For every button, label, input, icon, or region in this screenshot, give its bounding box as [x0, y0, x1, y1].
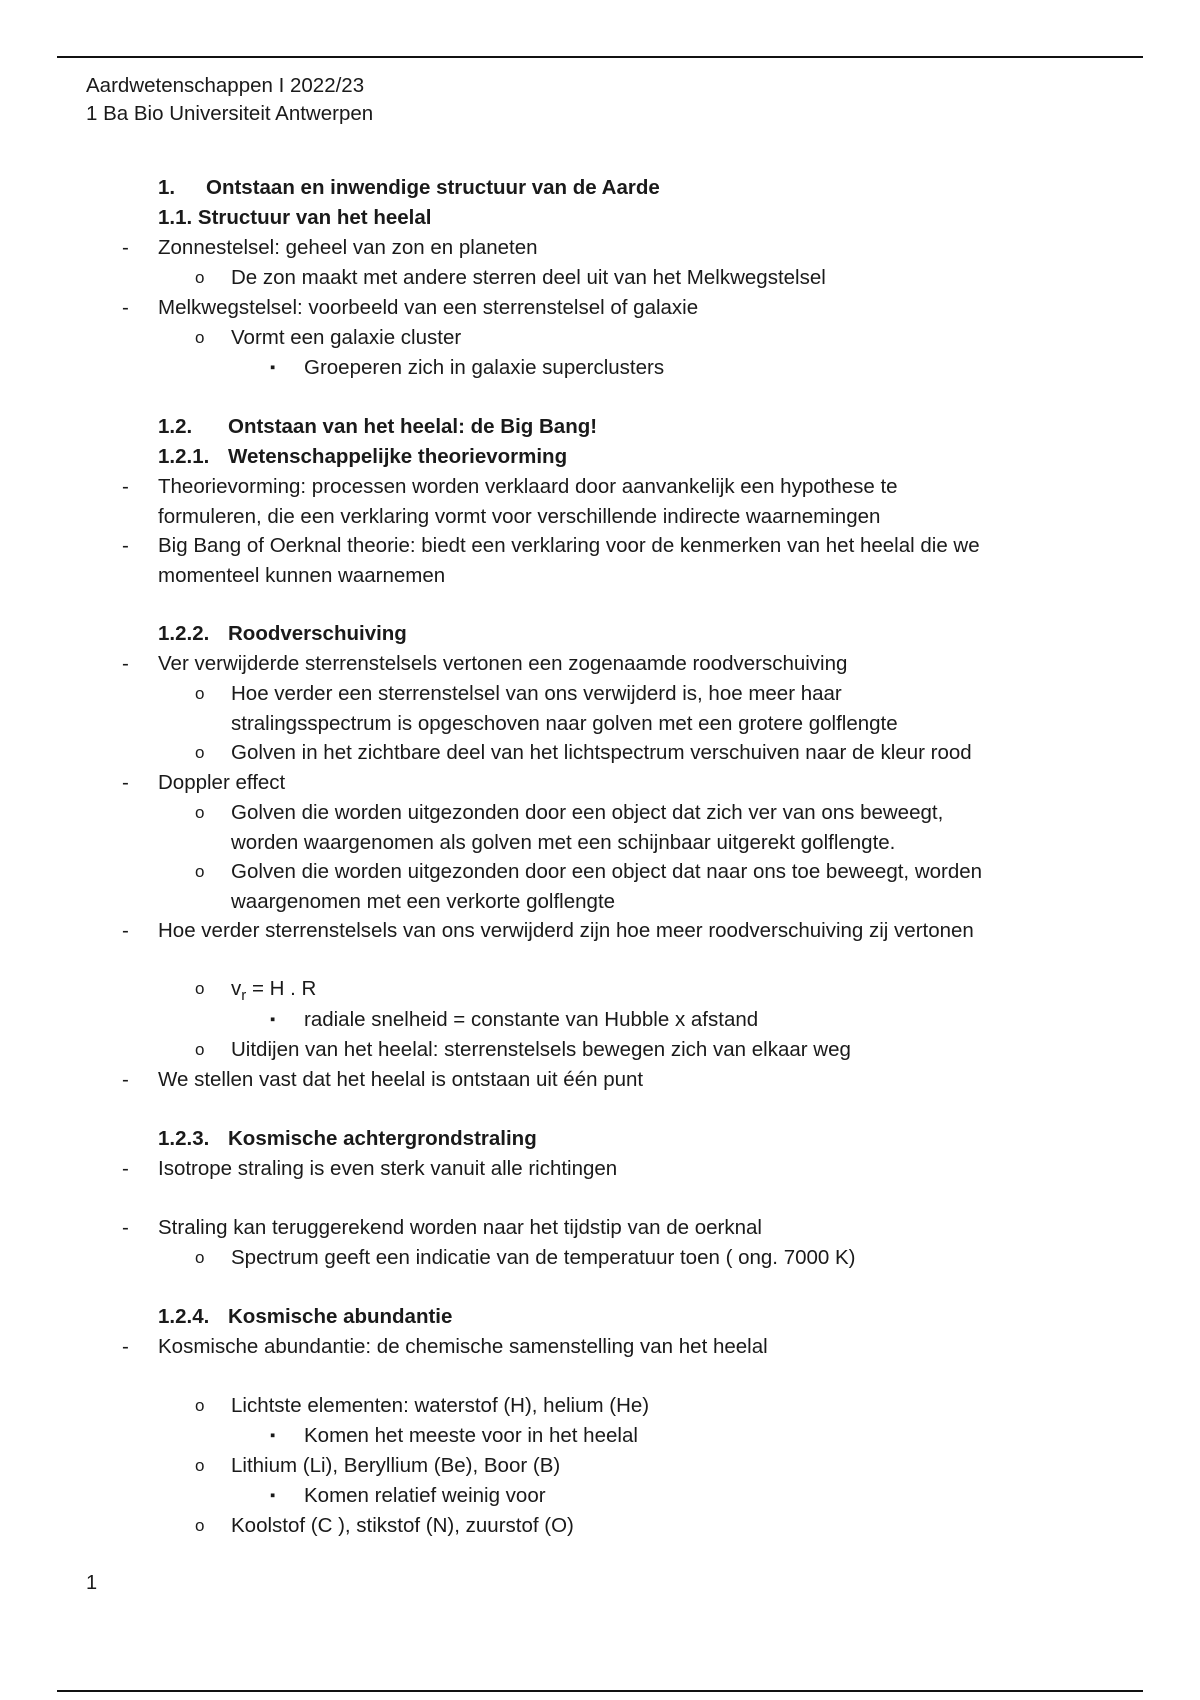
list-item-formula	[0, 972, 1200, 1005]
dash-bullet: -	[122, 1335, 129, 1358]
list-item-text: We stellen vast dat het heelal is ontstaan uit één punt	[158, 1068, 644, 1091]
list-item	[0, 1065, 1200, 1095]
list-item-continuation	[0, 561, 1200, 590]
list-item-text: Groeperen zich in galaxie superclusters	[304, 356, 665, 379]
dash-bullet: -	[122, 919, 129, 942]
list-item-text: stralingsspectrum is opgeschoven naar golven met een grotere golflengte	[231, 712, 898, 735]
list-item	[0, 916, 1200, 946]
course-title: Aardwetenschappen I 2022/23	[86, 74, 365, 97]
circle-bullet: o	[195, 1516, 205, 1535]
list-item-continuation	[0, 502, 1200, 531]
list-item	[0, 1391, 1200, 1421]
list-item	[0, 1005, 1200, 1035]
list-item-text: Doppler effect	[158, 771, 286, 794]
circle-bullet: o	[195, 268, 205, 287]
list-item	[0, 649, 1200, 679]
list-item	[0, 768, 1200, 798]
heading-title: Kosmische abundantie	[228, 1305, 453, 1328]
list-item-text: Melkwegstelsel: voorbeeld van een sterrenstelsel of galaxie	[158, 296, 699, 319]
heading-title: Wetenschappelijke theorievorming	[228, 445, 568, 468]
list-item-text: Spectrum geeft een indicatie van de temperatuur toen ( ong. 7000 K)	[231, 1246, 856, 1269]
hubble-formula: $v_r = H$ . R	[231, 977, 317, 1004]
circle-bullet: o	[195, 1456, 205, 1475]
dash-bullet: -	[122, 236, 129, 259]
list-item	[0, 531, 1200, 561]
list-item	[0, 353, 1200, 383]
square-bullet: ▪	[270, 1427, 276, 1444]
circle-bullet: o	[195, 1040, 205, 1059]
heading-title: Ontstaan en inwendige structuur van de Aarde	[206, 176, 660, 199]
list-item-text: Golven die worden uitgezonden door een object dat zich ver van ons beweegt,	[231, 801, 944, 824]
list-item-text: Hoe verder sterrenstelsels van ons verwijderd zijn hoe meer roodverschuiving zij vertonen	[158, 919, 974, 942]
list-item-text: Lithium (Li), Beryllium (Be), Boor (B)	[231, 1454, 561, 1477]
bottom-rule	[57, 1690, 1143, 1692]
list-item-text: Komen relatief weinig voor	[304, 1484, 546, 1507]
list-item-text: De zon maakt met andere sterren deel uit van het Melkwegstelsel	[231, 266, 826, 289]
list-item-continuation	[0, 828, 1200, 857]
list-item-text: Golven die worden uitgezonden door een object dat naar ons toe beweegt, worden	[231, 860, 983, 883]
heading-number: 1.2.2.	[158, 622, 210, 645]
list-item	[0, 1421, 1200, 1451]
heading-number: 1.	[158, 176, 176, 199]
heading-1-1	[0, 203, 1200, 233]
list-item-continuation	[0, 709, 1200, 738]
list-item-text: Komen het meeste voor in het heelal	[304, 1424, 638, 1447]
list-item-text: Kosmische abundantie: de chemische samenstelling van het heelal	[158, 1335, 768, 1358]
heading-1	[0, 173, 1200, 203]
list-item-text: Straling kan teruggerekend worden naar het tijdstip van de oerknal	[158, 1216, 762, 1239]
list-item	[0, 323, 1200, 353]
list-item-text: Isotrope straling is even sterk vanuit alle richtingen	[158, 1157, 618, 1180]
document-header	[86, 72, 373, 128]
program-name: 1 Ba Bio Universiteit Antwerpen	[86, 102, 374, 125]
heading-1-2	[0, 412, 1200, 442]
circle-bullet: o	[195, 979, 205, 998]
circle-bullet: o	[195, 1396, 205, 1415]
list-item	[0, 738, 1200, 768]
circle-bullet: o	[195, 803, 205, 822]
list-item	[0, 1511, 1200, 1541]
document-body	[0, 173, 1200, 1541]
heading-number: 1.2.1.	[158, 445, 210, 468]
list-item-text: radiale snelheid = constante van Hubble x afstand	[304, 1008, 759, 1031]
heading-number: 1.1.	[158, 206, 193, 229]
list-item	[0, 233, 1200, 263]
heading-title: Roodverschuiving	[228, 622, 407, 645]
circle-bullet: o	[195, 684, 205, 703]
list-item	[0, 263, 1200, 293]
list-item	[0, 857, 1200, 887]
dash-bullet: -	[122, 475, 129, 498]
heading-number: 1.2.4.	[158, 1305, 210, 1328]
heading-1-2-2	[0, 619, 1200, 649]
top-rule	[57, 56, 1143, 58]
heading-1-2-3	[0, 1124, 1200, 1154]
list-item-text: worden waargenomen als golven met een schijnbaar uitgerekt golflengte.	[231, 831, 896, 854]
list-item	[0, 472, 1200, 502]
list-item-continuation	[0, 887, 1200, 916]
heading-number: 1.2.3.	[158, 1127, 210, 1150]
list-item-text: momenteel kunnen waarnemen	[158, 564, 446, 587]
heading-1-2-1	[0, 442, 1200, 472]
list-item-text: Uitdijen van het heelal: sterrenstelsels bewegen zich van elkaar weg	[231, 1038, 851, 1061]
list-item	[0, 1243, 1200, 1273]
dash-bullet: -	[122, 1068, 129, 1091]
dash-bullet: -	[122, 296, 129, 319]
heading-number: 1.2.	[158, 415, 193, 438]
heading-title: Kosmische achtergrondstraling	[228, 1127, 537, 1150]
list-item-text: Theorievorming: processen worden verklaard door aanvankelijk een hypothese te	[158, 475, 898, 498]
list-item	[0, 1213, 1200, 1243]
list-item-text: waargenomen met een verkorte golflengte	[231, 890, 616, 913]
circle-bullet: o	[195, 743, 205, 762]
list-item	[0, 1332, 1200, 1362]
square-bullet: ▪	[270, 1487, 276, 1504]
square-bullet: ▪	[270, 359, 276, 376]
list-item	[0, 798, 1200, 828]
list-item	[0, 293, 1200, 323]
list-item-text: Big Bang of Oerknal theorie: biedt een verklaring voor de kenmerken van het heelal die we	[158, 534, 980, 557]
circle-bullet: o	[195, 328, 205, 347]
heading-1-2-4	[0, 1302, 1200, 1332]
dash-bullet: -	[122, 771, 129, 794]
circle-bullet: o	[195, 862, 205, 881]
heading-title: Ontstaan van het heelal: de Big Bang!	[228, 415, 598, 438]
dash-bullet: -	[122, 652, 129, 675]
list-item-text: Lichtste elementen: waterstof (H), helium (He)	[231, 1394, 650, 1417]
square-bullet: ▪	[270, 1011, 276, 1028]
list-item	[0, 679, 1200, 709]
dash-bullet: -	[122, 1216, 129, 1239]
dash-bullet: -	[122, 534, 129, 557]
list-item	[0, 1481, 1200, 1511]
list-item	[0, 1451, 1200, 1481]
heading-title: Structuur van het heelal	[197, 206, 432, 229]
circle-bullet: o	[195, 1248, 205, 1267]
list-item-text: Vormt een galaxie cluster	[231, 326, 462, 349]
list-item-text: Ver verwijderde sterrenstelsels vertonen een zogenaamde roodverschuiving	[158, 652, 848, 675]
list-item-text: formuleren, die een verklaring vormt voor verschillende indirecte waarnemingen	[158, 505, 881, 528]
list-item-text: Koolstof (C ), stikstof (N), zuurstof (O)	[231, 1514, 574, 1537]
list-item-text: Golven in het zichtbare deel van het lichtspectrum verschuiven naar de kleur rood	[231, 741, 972, 764]
list-item-text: Zonnestelsel: geheel van zon en planeten	[158, 236, 538, 259]
page-number: 1	[86, 1572, 98, 1594]
list-item-text: Hoe verder een sterrenstelsel van ons verwijderd is, hoe meer haar	[231, 682, 842, 705]
list-item	[0, 1035, 1200, 1065]
list-item	[0, 1154, 1200, 1184]
dash-bullet: -	[122, 1157, 129, 1180]
